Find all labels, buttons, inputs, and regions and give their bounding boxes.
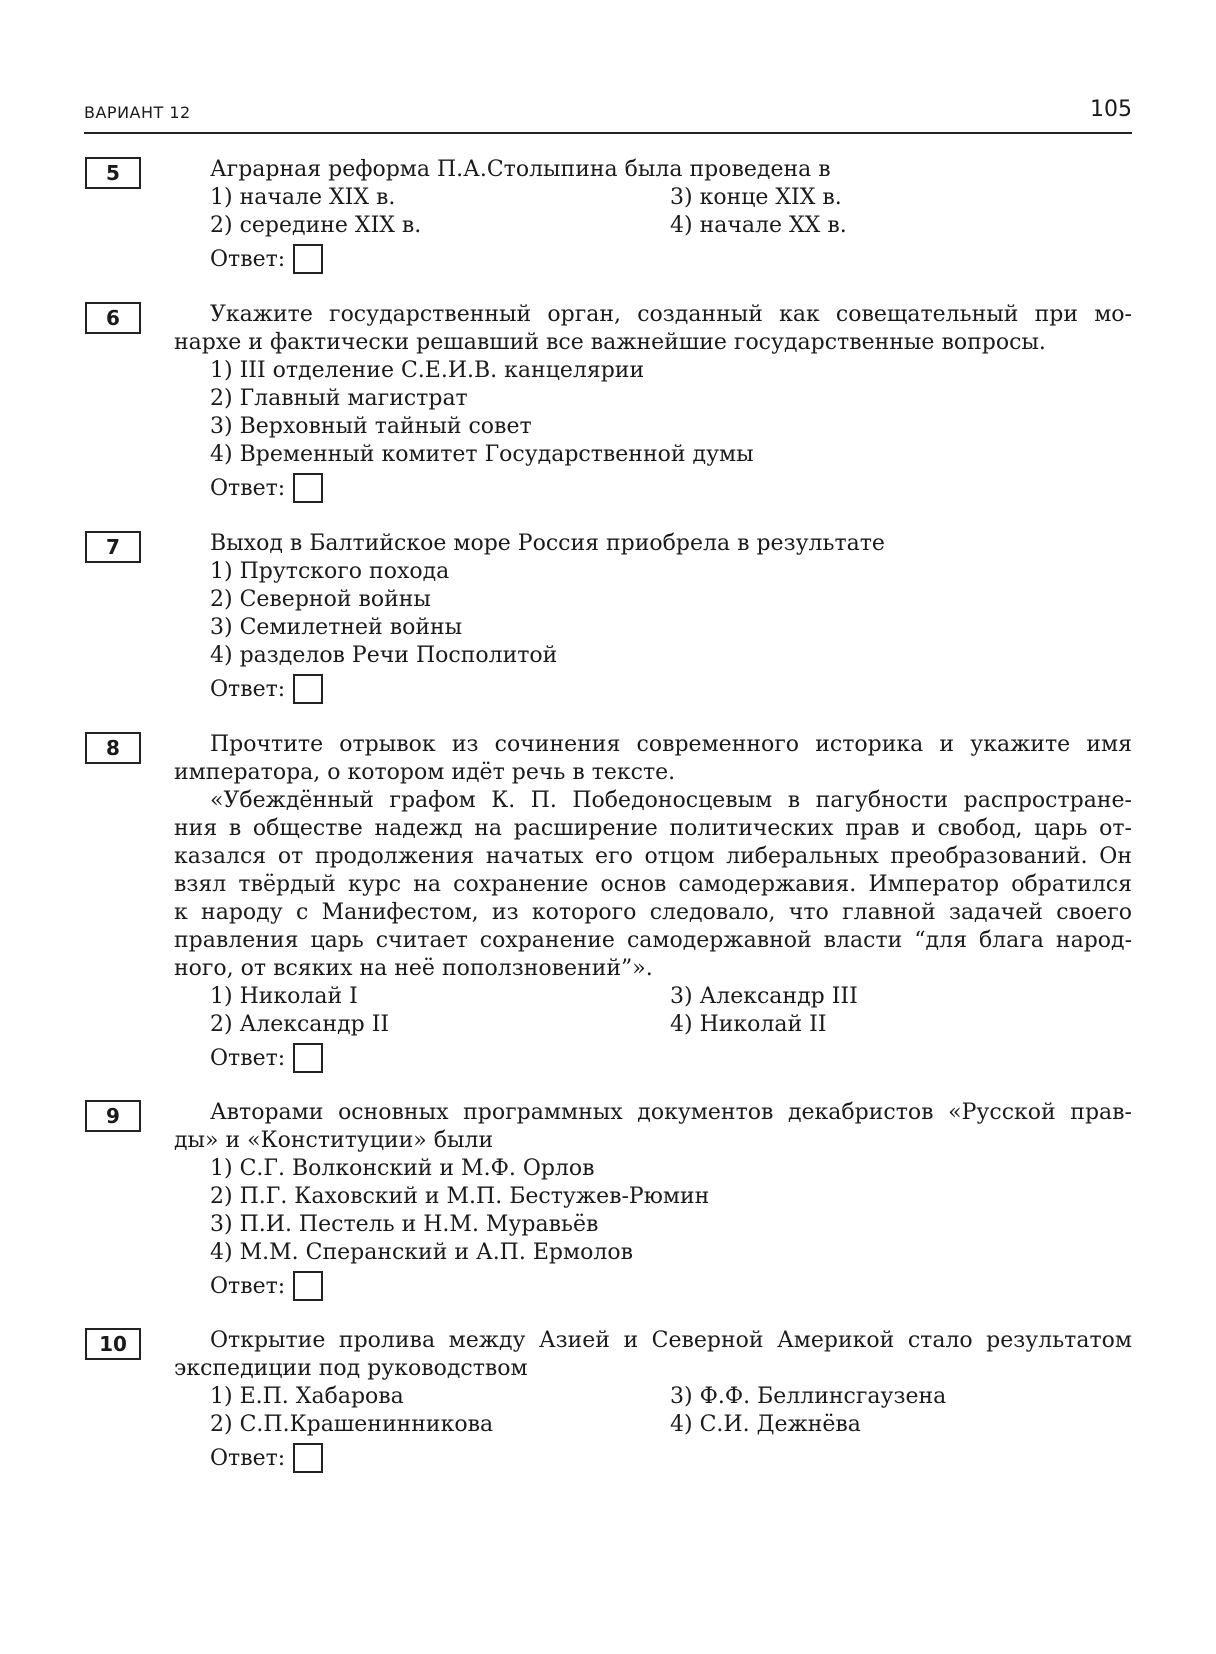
answer-box[interactable] — [293, 1443, 323, 1473]
option-4: 4) разделов Речи Посполитой — [210, 643, 558, 668]
option-2: 2) середине XIX в. — [210, 213, 422, 238]
answer-label: Ответ: — [210, 1045, 286, 1071]
answer-row — [210, 1443, 323, 1473]
task-number-box: 10 — [85, 1328, 141, 1360]
page-number: 105 — [1090, 97, 1132, 122]
question-text: Авторами основных программных документов декабристов «Русской прав- — [210, 1100, 1132, 1125]
question-text: экспедиции под руководством — [174, 1356, 528, 1381]
answer-box[interactable] — [293, 1043, 323, 1073]
task-number-box: 6 — [85, 302, 141, 334]
option-3: 3) конце XIX в. — [670, 185, 842, 210]
option-2: 2) С.П.Крашенинникова — [210, 1412, 494, 1437]
variant-title: ВАРИАНТ 12 — [84, 103, 191, 122]
option-2: 2) Главный магистрат — [210, 386, 468, 411]
option-1: 1) III отделение С.Е.И.В. канцелярии — [210, 358, 645, 383]
question-text: Выход в Балтийское море Россия приобрела в результате — [210, 531, 885, 556]
option-3: 3) П.И. Пестель и Н.М. Муравьёв — [210, 1212, 599, 1237]
answer-row — [210, 244, 323, 274]
question-text: Укажите государственный орган, созданный как совещательный при мо- — [210, 302, 1132, 327]
question-text: Аграрная реформа П.А.Столыпина была проведена в — [210, 157, 831, 182]
option-3: 3) Ф.Ф. Беллинсгаузена — [670, 1384, 947, 1409]
question-text: Открытие пролива между Азией и Северной Америкой стало результатом — [210, 1328, 1132, 1353]
answer-row — [210, 1271, 323, 1301]
passage-line: ного, от всяких на неё поползновений”». — [174, 956, 653, 981]
question-text: Прочтите отрывок из сочинения современного историка и укажите имя — [210, 732, 1132, 757]
answer-label: Ответ: — [210, 676, 286, 702]
option-1: 1) С.Г. Волконский и М.Ф. Орлов — [210, 1156, 595, 1181]
answer-label: Ответ: — [210, 1445, 286, 1471]
answer-row — [210, 473, 323, 503]
passage-line: казался от продолжения начатых его отцом либеральных преобразований. Он — [174, 844, 1132, 869]
task-number-box: 9 — [85, 1100, 141, 1132]
option-4: 4) С.И. Дежнёва — [670, 1412, 861, 1437]
option-3: 3) Александр III — [670, 984, 858, 1009]
passage-line: к народу с Манифестом, из которого следовало, что главной задачей своего — [174, 900, 1132, 925]
option-1: 1) Николай I — [210, 984, 358, 1009]
task-number-box: 5 — [85, 157, 141, 189]
answer-box[interactable] — [293, 674, 323, 704]
answer-label: Ответ: — [210, 475, 286, 501]
option-3: 3) Семилетней войны — [210, 615, 463, 640]
page-header — [84, 88, 1132, 134]
option-1: 1) Е.П. Хабарова — [210, 1384, 404, 1409]
option-1: 1) Прутского похода — [210, 559, 450, 584]
answer-row — [210, 1043, 323, 1073]
passage-line: ния в обществе надежд на расширение политических прав и свобод, царь от- — [174, 816, 1132, 841]
answer-box[interactable] — [293, 473, 323, 503]
answer-row — [210, 674, 323, 704]
question-text: императора, о котором идёт речь в тексте. — [174, 760, 676, 785]
option-2: 2) Северной войны — [210, 587, 431, 612]
option-2: 2) П.Г. Каховский и М.П. Бестужев-Рюмин — [210, 1184, 710, 1209]
option-4: 4) Николай II — [670, 1012, 827, 1037]
answer-label: Ответ: — [210, 246, 286, 272]
option-2: 2) Александр II — [210, 1012, 390, 1037]
option-1: 1) начале XIX в. — [210, 185, 396, 210]
passage-line: «Убеждённый графом К. П. Победоносцевым в пагубности распростране- — [210, 788, 1132, 813]
option-4: 4) Временный комитет Государственной думы — [210, 442, 754, 467]
question-text: ды» и «Конституции» были — [174, 1128, 494, 1153]
question-text: нархе и фактически решавший все важнейшие государственные вопросы. — [174, 330, 1046, 355]
option-4: 4) начале XX в. — [670, 213, 847, 238]
answer-box[interactable] — [293, 244, 323, 274]
option-4: 4) М.М. Сперанский и А.П. Ермолов — [210, 1240, 633, 1265]
passage-line: правления царь считает сохранение самодержавной власти “для блага народ- — [174, 928, 1132, 953]
passage-line: взял твёрдый курс на сохранение основ самодержавия. Император обратился — [174, 872, 1132, 897]
task-number-box: 8 — [85, 732, 141, 764]
answer-box[interactable] — [293, 1271, 323, 1301]
task-number-box: 7 — [85, 531, 141, 563]
option-3: 3) Верховный тайный совет — [210, 414, 532, 439]
answer-label: Ответ: — [210, 1273, 286, 1299]
